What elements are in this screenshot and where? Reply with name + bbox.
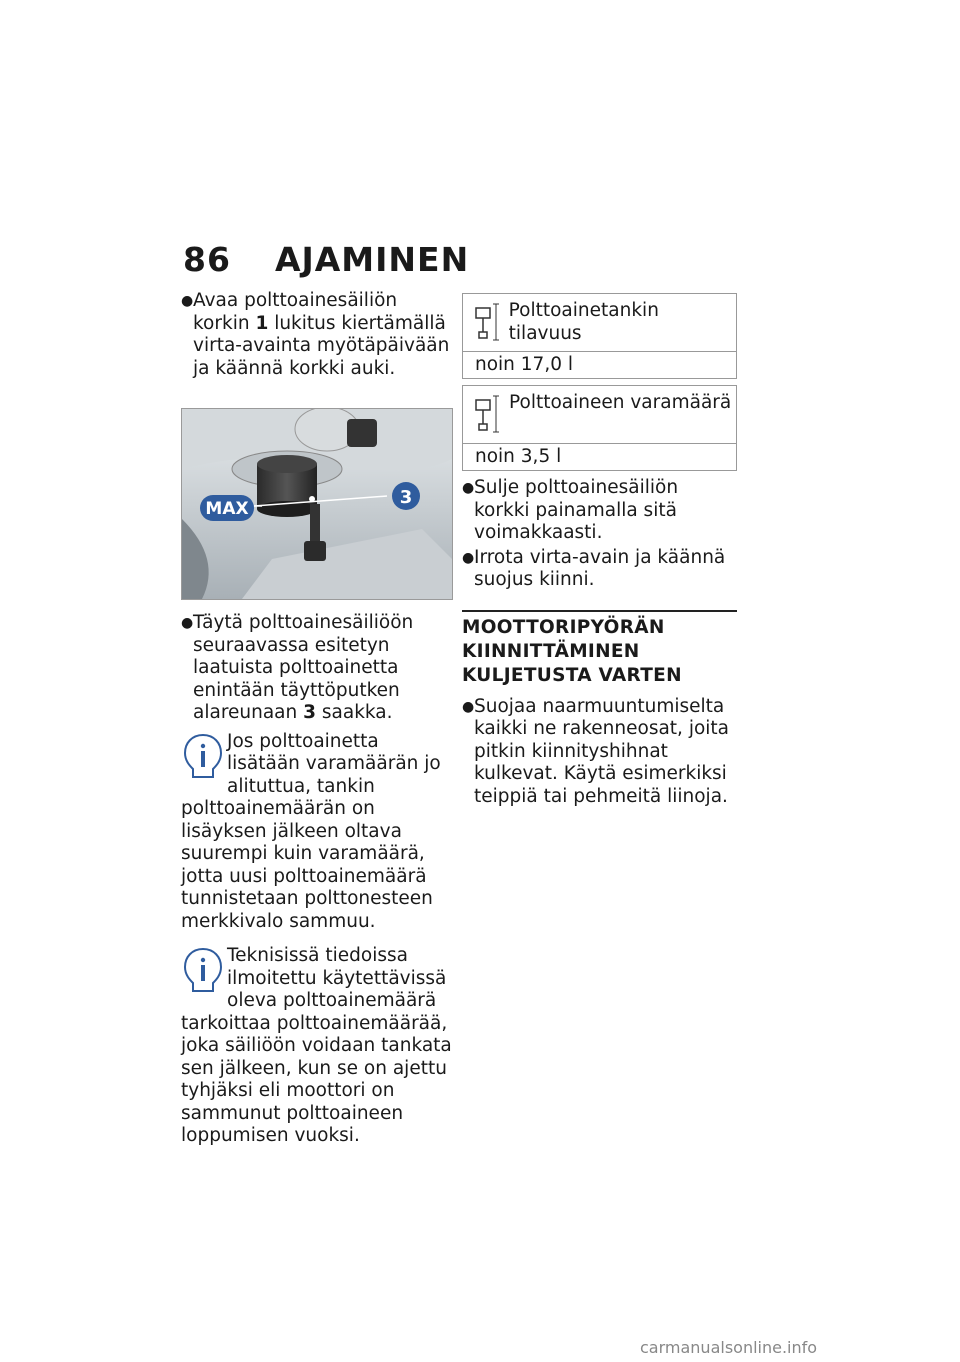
bullet-dot: ● [181, 615, 194, 631]
spec-table-fuel-reserve [462, 385, 737, 471]
bullet-dot: ● [462, 480, 475, 496]
ref-number: 3 [303, 702, 316, 723]
spec-value: noin 17,0 l [475, 354, 574, 375]
page-header [183, 240, 469, 279]
info-note [181, 731, 453, 934]
list-item [181, 290, 453, 380]
page-number: 86 [183, 240, 231, 279]
info-note [181, 945, 453, 1148]
bullet-dot: ● [462, 698, 475, 715]
note-text: Jos polttoainetta lisätään varamäärän jo alituttua, tankin polttoainemäärän on lisäyksen jälkeen oltava suurempi kuin varamäärä, jotta uusi polttoainemäärä tunnistetaan polttonesteen merkkivalo sammuu. [181, 730, 441, 932]
list-item [181, 612, 453, 725]
info-icon [181, 945, 225, 995]
list-item [462, 696, 737, 809]
spec-table-tank-capacity [462, 293, 737, 379]
ref-number: 1 [255, 312, 269, 334]
callout-3: 3 [399, 487, 413, 508]
bullet-text: Täytä polttoainesäiliöön seuraavassa esitetyn laatuista polttoainetta enintään täyttöputken alareunaan [193, 612, 414, 723]
chapter-title: AJAMINEN [274, 240, 470, 279]
bullet-dot: ● [462, 549, 475, 566]
list-item [462, 477, 737, 545]
bullet-text: Sulje polttoainesäiliön korkki painamalla sitä voimakkaasti. [474, 477, 679, 543]
list-item [462, 547, 737, 592]
spec-label: Polttoaineen varamäärä [509, 392, 732, 413]
bullet-text: Avaa polttoainesäiliön korkin [193, 290, 398, 334]
bullet-text: Suojaa naarmuuntumiselta kaikki ne rakenneosat, joita pitkin kiinnityshihnat kulkevat. Käytä esimerkiksi teippiä tai pehmeitä liinoja. [474, 695, 730, 807]
watermark[interactable]: carmanualsonline.info [640, 1338, 818, 1357]
info-icon [181, 731, 225, 781]
bullet-text: lukitus kiertämällä virta-avainta myötäpäivään ja käännä korkki auki. [193, 312, 450, 379]
section-divider [462, 610, 737, 688]
fuel-filler-illustration [181, 408, 453, 600]
max-label: MAX [205, 499, 249, 519]
right-column [462, 293, 737, 810]
bullet-text: Irrota virta-avain ja käännä suojus kiinni. [474, 546, 726, 590]
spec-label: Polttoainetankin tilavuus [508, 300, 659, 344]
section-title: MOOTTORIPYÖRÄN KIINNITTÄMINEN KULJETUSTA VARTEN [462, 616, 682, 686]
bullet-text: saakka. [316, 702, 393, 723]
bullet-dot: ● [181, 293, 194, 309]
spec-value: noin 3,5 l [475, 446, 562, 467]
fuel-tank-image [182, 409, 452, 599]
fuel-gauge-icon [470, 394, 502, 436]
left-column [181, 290, 453, 1148]
fuel-gauge-icon [470, 302, 502, 344]
note-text: Teknisissä tiedoissa ilmoitettu käytettävissä oleva polttoainemäärä tarkoittaa polttoainemäärää, joka säiliöön voidaan tankata sen jälkeen, kun se on ajettu tyhjäksi eli moottori on sammunut polttoaineen loppumisen vuoksi. [181, 945, 452, 1146]
